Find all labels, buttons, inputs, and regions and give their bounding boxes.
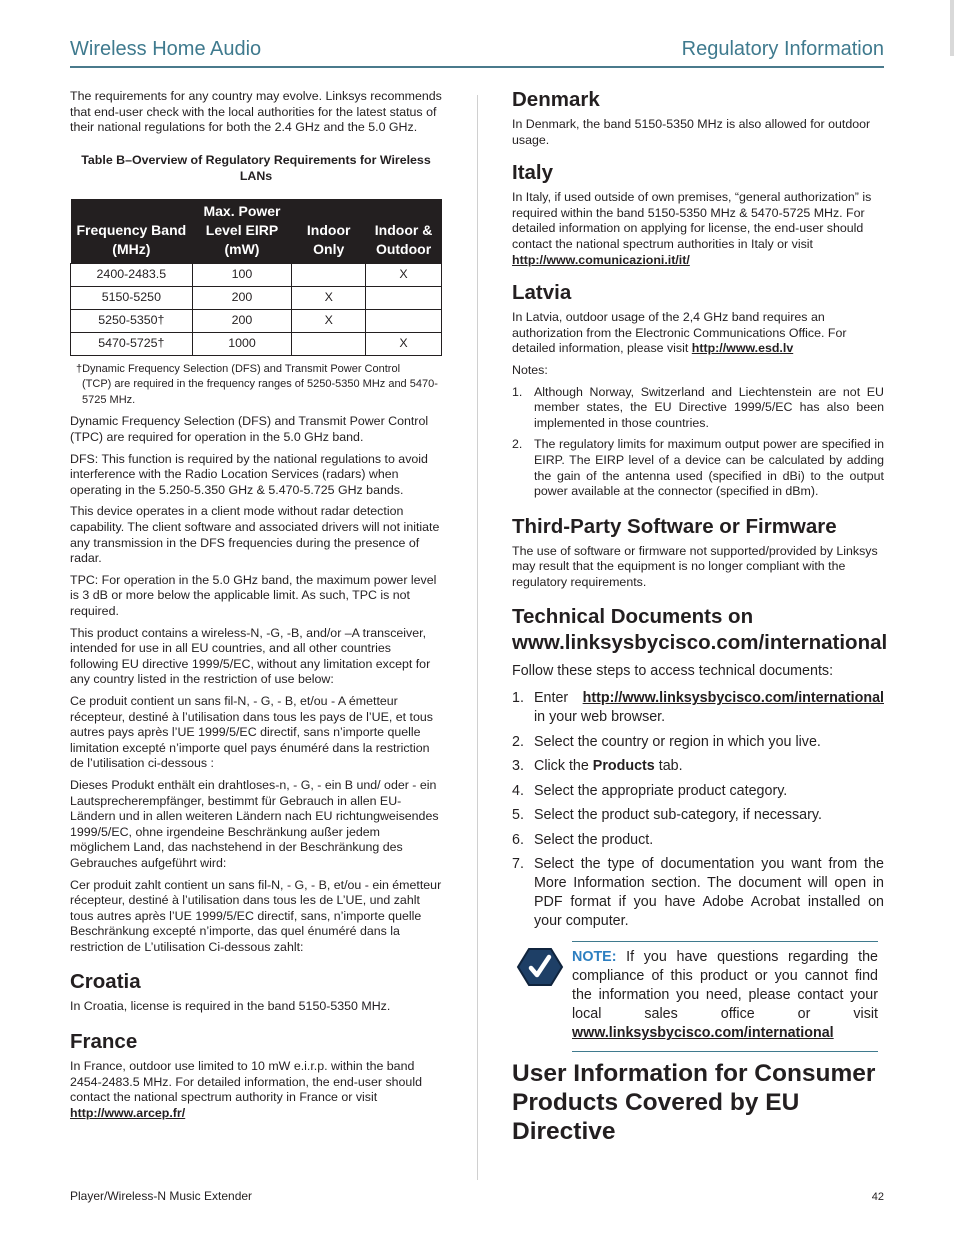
body-paragraph: This product contains a wireless-N, -G, -B, and/or –A transceiver, intended for use in all EU countries, and all other countries following EU directive 1999/5/EC, without any limitation except for any country listed in the restriction of use below: — [70, 625, 431, 687]
list-item-text: Select the type of documentation you want from the More Information section. The document will open in PDF format if you have Adobe Acrobat installed on your computer. — [534, 856, 884, 930]
body-paragraph-french: Ce produit contient un sans fil-N, - G, - B, et/ou - A émetteur récepteur, destiné à l’utilisation dans tous les pays de l’UE, et tous autres pays après l’UE 1999/5/EC directif, sans n’importe quelle limitation excepté n’importe quel pays énuméré dans la restriction de l’utilisation ci-dessous : — [70, 693, 433, 771]
denmark-heading: Denmark — [512, 88, 600, 111]
tech-docs-heading-line-1: Technical Documents on — [512, 605, 754, 629]
notes-label: Notes: — [512, 362, 548, 377]
checkmark-icon — [516, 947, 564, 987]
table-header-cell: Frequency Band (MHz) — [71, 199, 193, 264]
note-callout — [512, 941, 884, 1051]
table-footnote — [70, 362, 442, 409]
list-item — [512, 385, 884, 432]
table-cell: X — [366, 332, 442, 355]
user-info-heading — [512, 1059, 884, 1146]
table-cell: 1000 — [192, 332, 292, 355]
table-row — [71, 309, 442, 332]
list-item-text: Select the product. — [534, 831, 654, 848]
list-item-number: 5. — [512, 807, 524, 824]
list-item — [512, 733, 884, 752]
note-body: If you have questions regarding the compliance of this product or you cannot find the information you need, please contact your local sales office or visit — [572, 949, 878, 1023]
table-cell — [292, 332, 366, 355]
body-paragraph-german: Dieses Produkt enthält ein drahtloses-n, - G, - ein B und/ oder - ein Lautsprecherempfänger, bestimmt für Gebrauch in allen EU-Ländern und in allen weiteren Ländern nach EU richtungweisendes 1999/5/EC, ohne irgendeine Beschränkung außer jedem möglichem Land, das nachstehend in der Beschränkung des Gebrauches aufgeführt wird: — [70, 777, 439, 870]
list-item-number: 2. — [512, 733, 524, 750]
france-heading: France — [70, 1030, 138, 1054]
arcep-link[interactable]: http://www.arcep.fr/ — [70, 1105, 186, 1120]
list-item-text: The regulatory limits for maximum output power are specified in EIRP. The EIRP level of a device can be calculated by adding the gain of the antenna used (specified in dBi) to the output power available at the connector (specified in dBm). — [534, 437, 884, 499]
france-text-body: In France, outdoor use limited to 10 mW e.i.r.p. within the band 2454-2483.5 MHz. For detailed information, the end-user should contact the national spectrum authority in France or visit — [70, 1059, 422, 1105]
body-paragraph: Dynamic Frequency Selection (DFS) and Transmit Power Control (TPC) are required for operation in the 5.0 GHz band. — [70, 414, 429, 445]
steps-list — [512, 689, 884, 931]
user-info-heading-line-1: User Information for Consumer — [512, 1060, 876, 1088]
notes-list — [512, 385, 884, 500]
intro-paragraph: The requirements for any country may evolve. Linksys recommends that end-user check with the local authorities for the latest status of their national regulations for both the 2.4 GHz and the 5.0 GHz. — [70, 89, 442, 135]
left-column — [70, 89, 442, 1127]
table-row — [71, 332, 442, 355]
header-right-title: Regulatory Information — [681, 38, 884, 60]
step-text-post: in your web browser. — [534, 709, 666, 726]
step-text-pre: Click the — [534, 758, 593, 775]
body-paragraph: DFS: This function is required by the national regulations to avoid interference with the Radio Location Services (radars) when operating in the 5.250-5.350 GHz & 5.470-5.725 GHz bands. — [70, 451, 428, 497]
list-item-number: 1. — [512, 384, 523, 399]
italy-text-body: In Italy, if used outside of own premises, “general authorization” is required within the band 5150-5350 MHz & 5470-5725 MHz. For detailed information on applying for license, the end-user should contact the national spectrum authorities in Italy or visit — [512, 190, 872, 251]
list-item — [512, 437, 884, 499]
header-left-title: Wireless Home Audio — [70, 38, 262, 60]
table-header-cell: Indoor & Outdoor — [366, 199, 442, 264]
list-item — [512, 757, 884, 776]
table-cell — [366, 286, 442, 309]
list-item — [512, 689, 884, 727]
list-item-text: Select the country or region in which you live. — [534, 733, 821, 750]
list-item — [512, 831, 884, 850]
croatia-heading: Croatia — [70, 970, 141, 994]
table-header-row — [71, 199, 442, 264]
step-text-pre: Enter — [534, 690, 583, 707]
list-item-number: 2. — [512, 437, 523, 452]
footnote-line-2: (TCP) are required in the frequency ranges of 5250-5350 MHz and 5470-5725 MHz. — [82, 378, 438, 406]
regulatory-table — [70, 199, 442, 356]
right-column — [512, 87, 888, 1146]
denmark-text: In Denmark, the band 5150-5350 MHz is also allowed for outdoor usage. — [512, 117, 871, 147]
list-item-text: Although Norway, Switzerland and Liechtenstein are not EU member states, the EU Directive 1999/5/EC has also been implemented in those countries. — [534, 384, 884, 430]
table-cell: 5470-5725† — [71, 332, 193, 355]
footer-product-name: Player/Wireless-N Music Extender — [70, 1189, 253, 1203]
table-row — [71, 263, 442, 286]
esd-link[interactable]: http://www.esd.lv — [691, 341, 794, 356]
table-cell: X — [292, 309, 366, 332]
list-item — [512, 782, 884, 801]
latvia-text — [512, 310, 884, 357]
comunicazioni-link[interactable]: http://www.comunicazioni.it/it/ — [512, 252, 690, 267]
body-paragraph: This device operates in a client mode without radar detection capability. The client software and associated drivers will not initiate any transmission in the DFS frequencies during the presence of radar. — [70, 504, 440, 566]
list-item-number: 1. — [512, 690, 524, 707]
list-item-text: Select the product sub-category, if necessary. — [534, 807, 822, 824]
italy-heading: Italy — [512, 161, 554, 185]
table-header-cell: Max. Power Level EIRP (mW) — [192, 199, 292, 264]
table-cell — [292, 263, 366, 286]
list-item-text: Select the appropriate product category. — [534, 782, 788, 799]
croatia-text: In Croatia, license is required in the band 5150-5350 MHz. — [70, 999, 391, 1014]
steps-intro: Follow these steps to access technical documents: — [512, 663, 834, 680]
table-cell: 5150-5250 — [71, 286, 193, 309]
tech-docs-heading — [512, 604, 888, 656]
table-cell: X — [366, 263, 442, 286]
list-item — [512, 806, 884, 825]
table-cell: 5250-5350† — [71, 309, 193, 332]
table-cell: 100 — [192, 263, 292, 286]
products-tab-label: Products — [592, 758, 655, 775]
page-header — [70, 38, 884, 68]
note-international-link[interactable]: www.linksysbycisco.com/international — [572, 1025, 834, 1042]
third-party-text: The use of software or firmware not supported/provided by Linksys may result that the equipment is no longer compliant with the regulatory requirements. — [512, 543, 878, 589]
body-paragraph: TPC: For operation in the 5.0 GHz band, the maximum power level is 3 dB or more below the applicable limit. As such, TPC is not required. — [70, 572, 437, 618]
footnote-line-1: †Dynamic Frequency Selection (DFS) and Transmit Power Control — [76, 362, 401, 375]
note-text — [572, 941, 878, 1052]
list-item-number: 3. — [512, 758, 524, 775]
table-row — [71, 286, 442, 309]
table-cell: X — [292, 286, 366, 309]
table-cell: 2400-2483.5 — [71, 263, 193, 286]
body-paragraph-mixed: Cer produit zahlt contient un sans fil-N, - G, - B, et/ou - ein émetteur récepteur, destiné à l’utilisation dans tous les de L’UE, und zahlt tous autres après l’UE 1999/5/EC directif, sans, n’importe quelle Beschränkung excepté n’importe, das quel énuméré dans la restriction de L’utilisation Ci-dessous zahlt: — [70, 877, 442, 954]
list-item-number: 6. — [512, 831, 524, 848]
table-cell — [366, 309, 442, 332]
latvia-heading: Latvia — [512, 281, 572, 305]
note-label: NOTE: — [572, 949, 617, 966]
linksys-international-link[interactable]: http://www.linksysbycisco.com/international — [582, 690, 884, 707]
table-cell: 200 — [192, 286, 292, 309]
step-text-post: tab. — [654, 758, 683, 775]
footer-page-number: 42 — [871, 1191, 884, 1203]
tech-docs-heading-line-2: www.linksysbycisco.com/international — [512, 631, 888, 655]
list-item-number: 7. — [512, 856, 524, 873]
column-divider — [477, 95, 478, 1180]
italy-text — [512, 190, 884, 268]
third-party-heading: Third-Party Software or Firmware — [512, 514, 837, 538]
table-title: Table B–Overview of Regulatory Requirements for Wireless LANs — [81, 152, 431, 184]
user-info-heading-line-2: Products Covered by EU Directive — [512, 1089, 800, 1146]
latvia-text-body: In Latvia, outdoor usage of the 2,4 GHz band requires an authorization from the Electronic Communications Office. For detailed information, please visit — [512, 310, 847, 356]
france-text — [70, 1059, 442, 1121]
table-cell: 200 — [192, 309, 292, 332]
list-item-number: 4. — [512, 782, 524, 799]
table-header-cell: Indoor Only — [292, 199, 366, 264]
list-item — [512, 855, 884, 931]
page-edge-marker — [950, 0, 954, 56]
